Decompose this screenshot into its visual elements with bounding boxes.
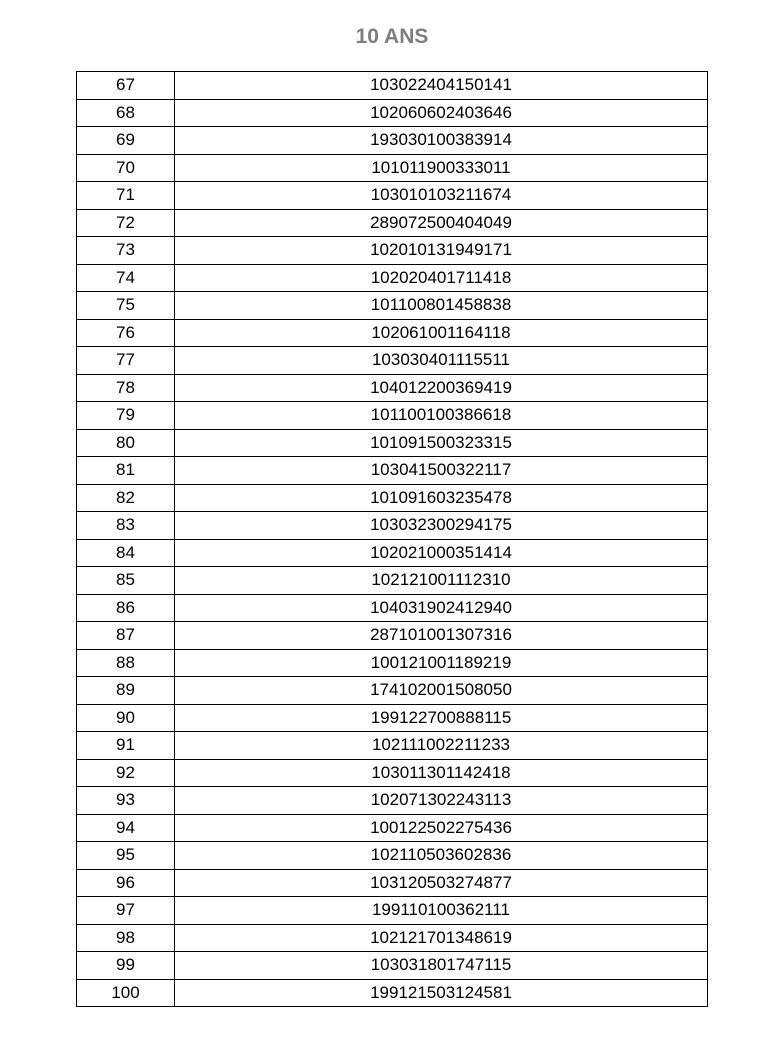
row-number-cell: 67	[77, 72, 175, 100]
table-row	[77, 787, 708, 815]
row-code-cell: 103041500322117	[175, 457, 708, 485]
row-code-cell: 101091500323315	[175, 429, 708, 457]
row-code-cell: 199122700888115	[175, 704, 708, 732]
row-number-cell: 77	[77, 347, 175, 375]
row-code-cell: 104012200369419	[175, 374, 708, 402]
row-code-cell: 289072500404049	[175, 209, 708, 237]
table-row	[77, 457, 708, 485]
row-number-cell: 82	[77, 484, 175, 512]
row-number-cell: 79	[77, 402, 175, 430]
table-body	[77, 72, 708, 1007]
row-code-cell: 102021000351414	[175, 539, 708, 567]
row-code-cell: 101011900333011	[175, 154, 708, 182]
row-number-cell: 98	[77, 924, 175, 952]
row-number-cell: 95	[77, 842, 175, 870]
row-number-cell: 92	[77, 759, 175, 787]
row-number-cell: 74	[77, 264, 175, 292]
row-number-cell: 68	[77, 99, 175, 127]
row-number-cell: 90	[77, 704, 175, 732]
row-code-cell: 174102001508050	[175, 677, 708, 705]
data-table	[76, 71, 708, 1007]
table-row	[77, 237, 708, 265]
table-row	[77, 924, 708, 952]
table-row	[77, 622, 708, 650]
row-number-cell: 84	[77, 539, 175, 567]
row-number-cell: 87	[77, 622, 175, 650]
table-row	[77, 539, 708, 567]
table-row	[77, 567, 708, 595]
table-row	[77, 952, 708, 980]
row-code-cell: 101100801458838	[175, 292, 708, 320]
row-number-cell: 97	[77, 897, 175, 925]
table-row	[77, 154, 708, 182]
table-row	[77, 979, 708, 1007]
row-code-cell: 100121001189219	[175, 649, 708, 677]
row-number-cell: 71	[77, 182, 175, 210]
table-row	[77, 209, 708, 237]
row-number-cell: 78	[77, 374, 175, 402]
table-row	[77, 182, 708, 210]
row-code-cell: 102060602403646	[175, 99, 708, 127]
page-title: 10 ANS	[355, 25, 429, 48]
row-number-cell: 72	[77, 209, 175, 237]
table-row	[77, 649, 708, 677]
row-number-cell: 96	[77, 869, 175, 897]
table-row	[77, 292, 708, 320]
row-code-cell: 101100100386618	[175, 402, 708, 430]
row-code-cell: 102111002211233	[175, 732, 708, 760]
row-number-cell: 80	[77, 429, 175, 457]
table-row	[77, 72, 708, 100]
row-code-cell: 101091603235478	[175, 484, 708, 512]
row-code-cell: 102121001112310	[175, 567, 708, 595]
row-code-cell: 100122502275436	[175, 814, 708, 842]
table-row	[77, 869, 708, 897]
row-code-cell: 199110100362111	[175, 897, 708, 925]
row-code-cell: 103011301142418	[175, 759, 708, 787]
table-row	[77, 264, 708, 292]
table-row	[77, 429, 708, 457]
row-code-cell: 103031801747115	[175, 952, 708, 980]
row-number-cell: 69	[77, 127, 175, 155]
table-row	[77, 704, 708, 732]
row-number-cell: 99	[77, 952, 175, 980]
row-number-cell: 86	[77, 594, 175, 622]
row-code-cell: 287101001307316	[175, 622, 708, 650]
table-row	[77, 512, 708, 540]
row-code-cell: 102061001164118	[175, 319, 708, 347]
row-code-cell: 193030100383914	[175, 127, 708, 155]
table-row	[77, 842, 708, 870]
row-number-cell: 88	[77, 649, 175, 677]
table-row	[77, 347, 708, 375]
row-code-cell: 104031902412940	[175, 594, 708, 622]
table-row	[77, 127, 708, 155]
table-row	[77, 732, 708, 760]
row-number-cell: 83	[77, 512, 175, 540]
row-number-cell: 89	[77, 677, 175, 705]
row-code-cell: 103010103211674	[175, 182, 708, 210]
row-code-cell: 102071302243113	[175, 787, 708, 815]
row-code-cell: 103120503274877	[175, 869, 708, 897]
row-number-cell: 76	[77, 319, 175, 347]
table-row	[77, 677, 708, 705]
table-row	[77, 402, 708, 430]
row-code-cell: 103022404150141	[175, 72, 708, 100]
row-number-cell: 93	[77, 787, 175, 815]
row-number-cell: 85	[77, 567, 175, 595]
row-code-cell: 199121503124581	[175, 979, 708, 1007]
table-row	[77, 319, 708, 347]
table-row	[77, 814, 708, 842]
row-code-cell: 102010131949171	[175, 237, 708, 265]
row-number-cell: 73	[77, 237, 175, 265]
row-code-cell: 102020401711418	[175, 264, 708, 292]
row-code-cell: 103032300294175	[175, 512, 708, 540]
table-row	[77, 594, 708, 622]
table-row	[77, 99, 708, 127]
row-code-cell: 102110503602836	[175, 842, 708, 870]
table-row	[77, 759, 708, 787]
table-row	[77, 897, 708, 925]
table-row	[77, 374, 708, 402]
row-number-cell: 94	[77, 814, 175, 842]
row-code-cell: 103030401115511	[175, 347, 708, 375]
row-code-cell: 102121701348619	[175, 924, 708, 952]
row-number-cell: 91	[77, 732, 175, 760]
row-number-cell: 75	[77, 292, 175, 320]
row-number-cell: 100	[77, 979, 175, 1007]
row-number-cell: 81	[77, 457, 175, 485]
table-row	[77, 484, 708, 512]
row-number-cell: 70	[77, 154, 175, 182]
